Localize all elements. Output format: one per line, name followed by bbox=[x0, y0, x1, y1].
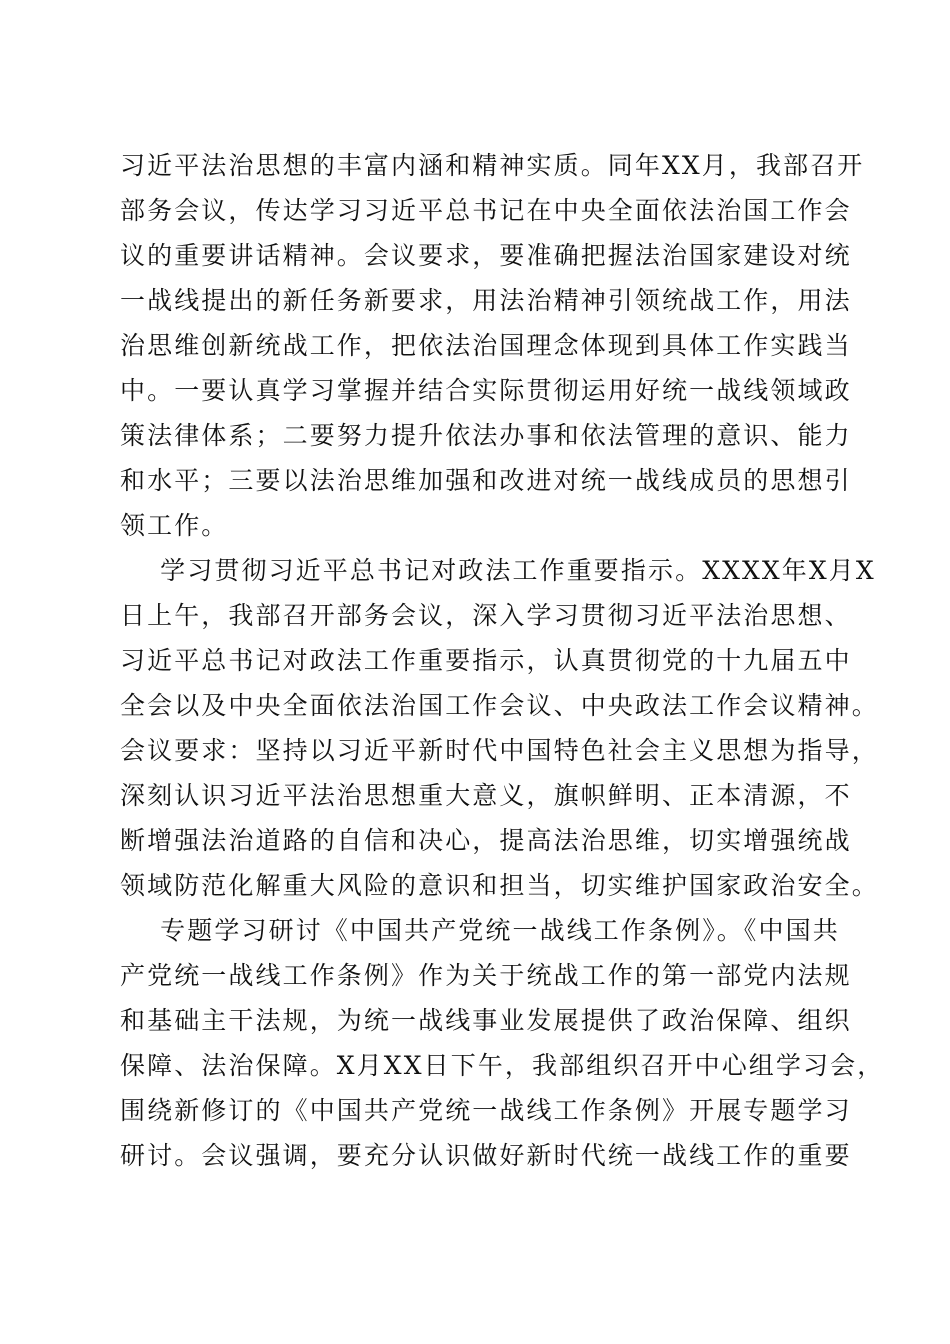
text-line: 部务会议，传达学习习近平总书记在中央全面依法治国工作会 bbox=[120, 196, 852, 225]
text-line: 中。一要认真学习掌握并结合实际贯彻运用好统一战线领域政 bbox=[120, 376, 852, 405]
text-line: 断增强法治道路的自信和决心，提高法治思维，切实增强统战 bbox=[120, 826, 852, 855]
text-line: 策法律体系；二要努力提升依法办事和依法管理的意识、能力 bbox=[120, 421, 852, 450]
paragraph-3 bbox=[120, 908, 885, 1178]
text-line: 和基础主干法规，为统一战线事业发展提供了政治保障、组织 bbox=[120, 1006, 852, 1035]
text-line: 围绕新修订的《中国共产党统一战线工作条例》开展专题学习 bbox=[120, 1096, 852, 1125]
text-line: 和水平；三要以法治思维加强和改进对统一战线成员的思想引 bbox=[120, 466, 852, 495]
text-line: 研讨。会议强调，要充分认识做好新时代统一战线工作的重要 bbox=[120, 1141, 852, 1170]
text-line: 治思维创新统战工作，把依法治国理念体现到具体工作实践当 bbox=[120, 331, 852, 360]
text-line: 全会以及中央全面依法治国工作会议、中央政法工作会议精神。 bbox=[120, 691, 879, 720]
text-line: 习近平总书记对政法工作重要指示，认真贯彻党的十九届五中 bbox=[120, 646, 852, 675]
text-line: 习近平法治思想的丰富内涵和精神实质。同年XX月，我部召开 bbox=[120, 151, 865, 180]
text-line: 学习贯彻习近平总书记对政法工作重要指示。XXXX年X月X bbox=[120, 556, 876, 585]
text-line: 日上午，我部召开部务会议，深入学习贯彻习近平法治思想、 bbox=[120, 601, 852, 630]
text-line: 专题学习研讨《中国共产党统一战线工作条例》。《中国共 bbox=[120, 916, 840, 945]
text-line: 一战线提出的新任务新要求，用法治精神引领统战工作，用法 bbox=[120, 286, 852, 315]
text-line: 深刻认识习近平法治思想重大意义，旗帜鲜明、正本清源，不 bbox=[120, 781, 852, 810]
text-line: 产党统一战线工作条例》作为关于统战工作的第一部党内法规 bbox=[120, 961, 852, 990]
text-line: 会议要求：坚持以习近平新时代中国特色社会主义思想为指导， bbox=[120, 736, 879, 765]
paragraph-2 bbox=[120, 548, 879, 908]
text-line: 领工作。 bbox=[120, 511, 229, 540]
text-line: 领域防范化解重大风险的意识和担当，切实维护国家政治安全。 bbox=[120, 871, 879, 900]
paragraph-1 bbox=[120, 143, 865, 548]
text-line: 保障、法治保障。X月XX日下午，我部组织召开中心组学习会， bbox=[120, 1051, 885, 1080]
text-line: 议的重要讲话精神。会议要求，要准确把握法治国家建设对统 bbox=[120, 241, 852, 270]
document-body bbox=[120, 143, 885, 1178]
